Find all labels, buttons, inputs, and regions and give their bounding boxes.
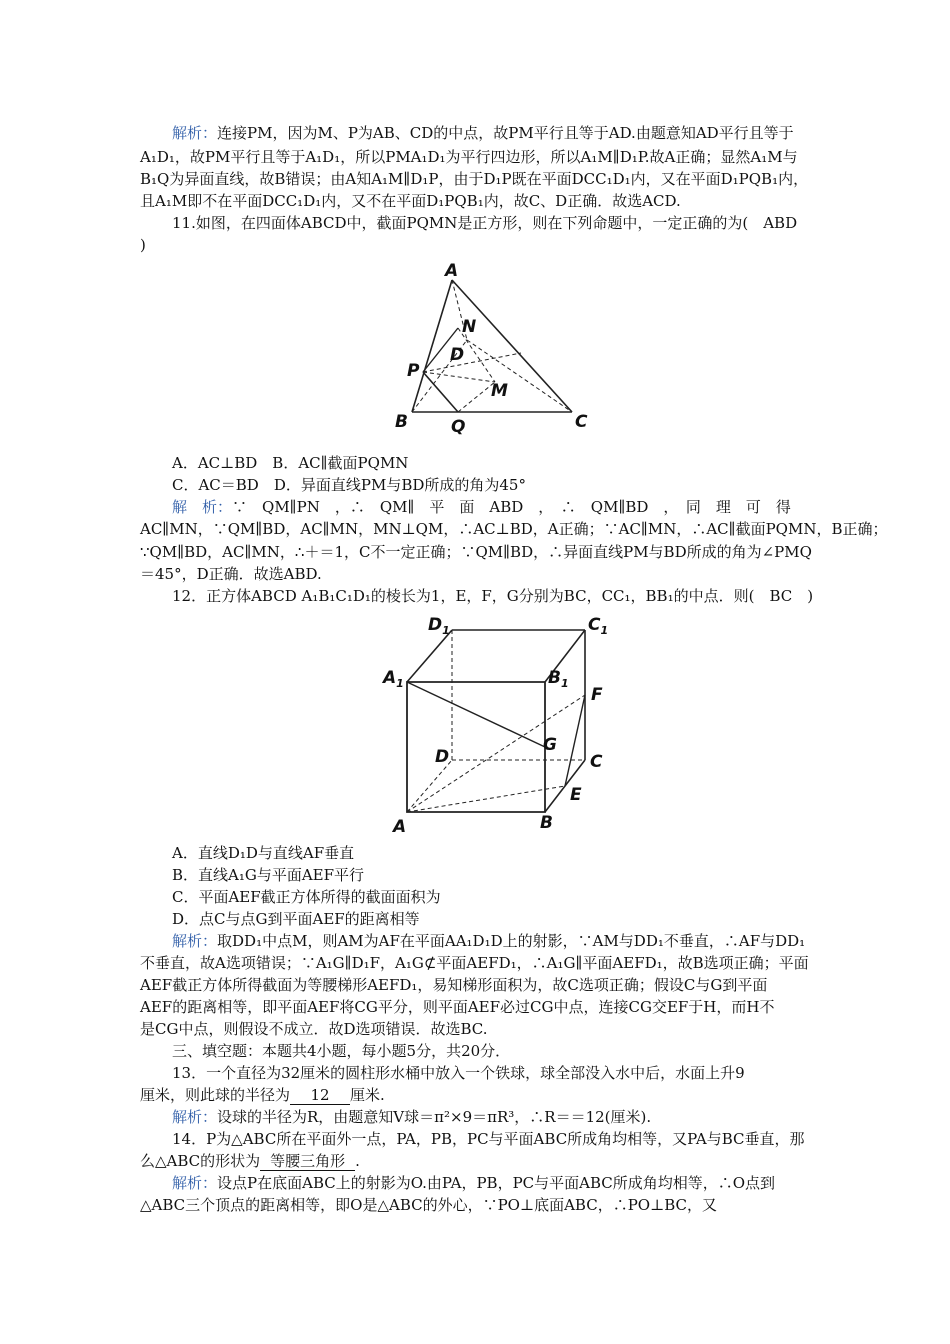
analysis-tag: 解 析：: [172, 498, 233, 516]
q14-stem: 14．P为△ABC所在平面外一点，PA，PB，PC与平面ABC所成角均相等，又PA与BC垂直，那: [172, 1130, 805, 1148]
edge-ad: [407, 760, 452, 812]
tetrahedron-figure: [385, 260, 605, 435]
label-d: D: [435, 747, 450, 767]
q11-options-1: A．AC⊥BD B．AC∥截面PQMN: [172, 454, 409, 472]
edge-ab: [412, 280, 452, 412]
q14-stem-2: 么△ABC的形状为 等腰三角形 .: [140, 1152, 360, 1170]
q11-analysis-line-4: ＝45°，D正确．故选ABD.: [140, 565, 322, 583]
label-c: C: [590, 752, 603, 772]
edge-a1d1: [407, 630, 452, 682]
q11-analysis-line-3: ∵QM∥BD，AC∥MN，∴＋＝1，C不一定正确；∵QM∥BD，∴异面直线PM与BD所成的角为∠PMQ: [140, 543, 812, 561]
label-g: G: [543, 735, 557, 755]
q14-analysis-line-2: △ABC三个顶点的距离相等，即O是△ABC的外心，∵PO⊥底面ABC，∴PO⊥BC，又: [140, 1196, 717, 1214]
q12-analysis-line-5: 是CG中点，则假设不成立．故D选项错误．故选BC.: [140, 1020, 488, 1038]
segment-qm: [458, 382, 495, 412]
cube-figure: [380, 610, 620, 836]
q10-analysis-line-3: B₁Q为异面直线，故B错误；由A知A₁M∥D₁P，由于D₁P既在平面DCC₁D₁内，又在平面D₁PQB₁内，: [140, 170, 809, 188]
q12-analysis-line-2: 不垂直，故A选项错误；∵A₁G∥D₁F，A₁G⊄平面AEFD₁，∴A₁G∥平面AEFD₁，故B选项正确；平面: [140, 954, 809, 972]
q11-analysis-line-1: 解 析：∵ QM∥PN ，∴ QM∥ 平 面 ABD ， ∴ QM∥BD ， 同 理 可 得: [172, 498, 791, 516]
analysis-tag: 解析：: [172, 124, 218, 142]
section-heading: 三、填空题：本题共4小题，每小题5分，共20分．: [172, 1042, 511, 1060]
q13-stem-2: 厘米，则此球的半径为 12 厘米.: [140, 1086, 385, 1104]
cube-front-face: [407, 682, 545, 812]
analysis-tag: 解析：: [172, 932, 218, 950]
q13-answer-blank: 12: [290, 1086, 350, 1105]
q11-analysis-line-2: AC∥MN，∵QM∥BD，AC∥MN，MN⊥QM，∴AC⊥BD，A正确；∵AC∥MN，∴AC∥截面PQMN，B正确；: [140, 520, 888, 538]
segment-pm: [423, 372, 495, 382]
segment-a1g: [407, 682, 545, 747]
q13-stem: 13．一个直径为32厘米的圆柱形水桶中放入一个铁球，球全部没入水中后，水面上升9: [172, 1064, 745, 1082]
label-q: Q: [451, 417, 466, 437]
label-n: N: [462, 317, 477, 337]
segment-pm-aux: [423, 353, 521, 372]
edge-dc: [467, 340, 572, 412]
q11-stem-close: ): [140, 236, 146, 254]
analysis-tag: 解析：: [172, 1108, 218, 1126]
q12-option-b: B．直线A₁G与平面AEF平行: [172, 866, 365, 884]
label-f: F: [591, 685, 603, 705]
label-d1: $D_1$: [428, 615, 450, 637]
q10-analysis-line-4: 且A₁M即不在平面DCC₁D₁内，又不在平面D₁PQB₁内，故C、D正确．故选ACD.: [140, 192, 681, 210]
q12-stem: 12．正方体ABCD A₁B₁C₁D₁的棱长为1，E，F，G分别为BC，CC₁，BB₁的中点．则( BC ): [172, 587, 814, 605]
q12-option-d: D．点C与点G到平面AEF的距离相等: [172, 910, 420, 928]
q14-answer-blank: 等腰三角形: [260, 1152, 355, 1171]
analysis-tag: 解析：: [172, 1174, 218, 1192]
q14-analysis-line-1: 解析：设点P在底面ABC上的射影为O.由PA，PB，PC与平面ABC所成角均相等，∴O点到: [172, 1174, 776, 1192]
segment-ae: [407, 786, 565, 812]
label-a: A: [393, 817, 407, 837]
label-a1: $A_1$: [383, 668, 404, 690]
q12-option-c: C．平面AEF截正方体所得的截面面积为: [172, 888, 441, 906]
q10-analysis-line-1: 解析：连接PM，因为M、P为AB、CD的中点，故PM平行且等于AD.由题意知AD平行且等于: [172, 124, 794, 142]
q12-option-a: A．直线D₁D与直线AF垂直: [172, 844, 355, 862]
q11-stem: 11.如图，在四面体ABCD中，截面PQMN是正方形，则在下列命题中，一定正确的为( ABD: [172, 214, 798, 232]
label-p: P: [407, 361, 420, 381]
q11-options-2: C．AC＝BD D．异面直线PM与BD所成的角为45°: [172, 476, 526, 494]
segment-pq: [423, 372, 458, 412]
label-c1: $C_1$: [588, 615, 609, 637]
q10-analysis-line-2: A₁D₁，故PM平行且等于A₁D₁，所以PMA₁D₁为平行四边形，所以A₁M∥D₁P.故A正确；显然A₁M与: [140, 148, 798, 166]
label-b1: $B_1$: [548, 668, 569, 690]
label-e: E: [570, 785, 582, 805]
label-d: D: [450, 345, 465, 365]
label-c: C: [575, 412, 588, 432]
label-m: M: [491, 381, 508, 401]
q12-analysis-line-1: 解析：取DD₁中点M，则AM为AF在平面AA₁D₁D上的射影，∵AM与DD₁不垂直，∴AF与DD₁: [172, 932, 806, 950]
q12-analysis-line-3: AEF截正方体所得截面为等腰梯形AEFD₁，易知梯形面积为，故C选项正确；假设C与G到平面: [140, 976, 768, 994]
q13-analysis: 解析：设球的半径为R，由题意知V球＝π²×9＝πR³，∴R＝＝12(厘米).: [172, 1108, 652, 1126]
q12-analysis-line-4: AEF的距离相等，即平面AEF将CG平分，则平面AEF必过CG中点，连接CG交EF于H，而H不: [140, 998, 775, 1016]
label-b: B: [395, 412, 408, 432]
label-b: B: [540, 813, 553, 833]
label-a: A: [445, 261, 459, 281]
